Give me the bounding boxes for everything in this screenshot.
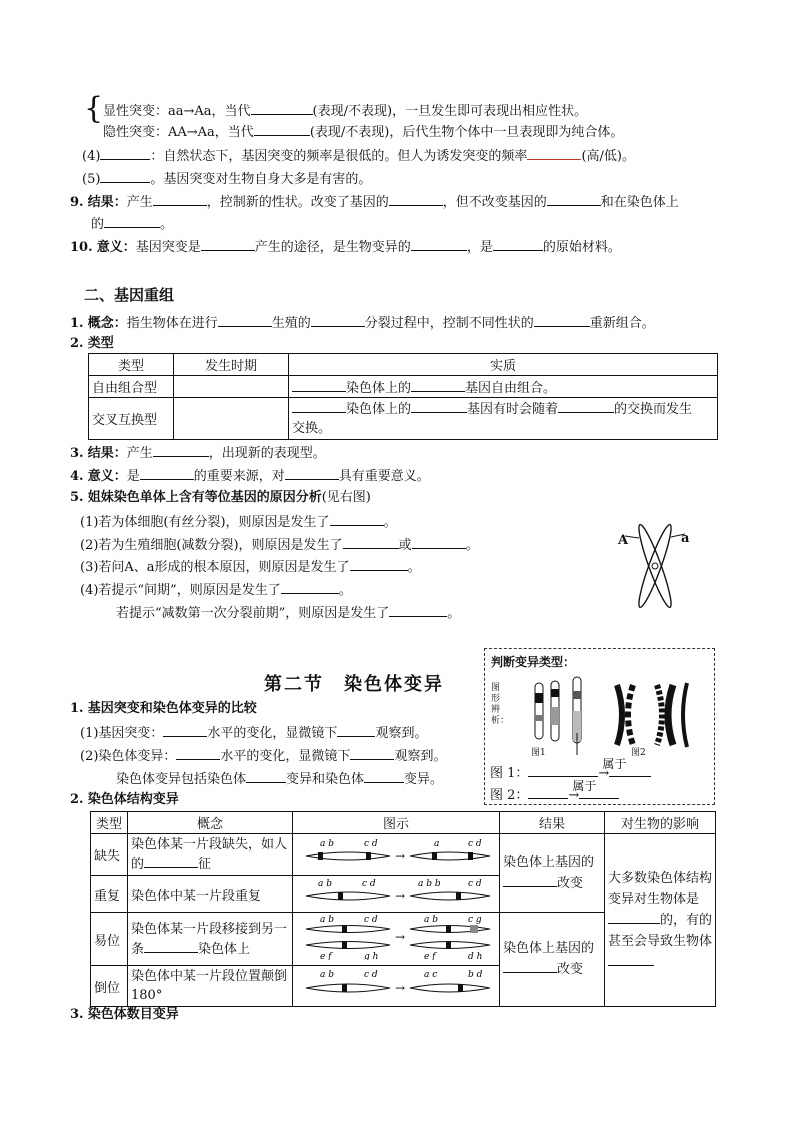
box-side-label: 图形辨析： [491, 683, 510, 726]
header-concept: 概念 [128, 812, 293, 834]
arrow: → [395, 889, 406, 903]
blank [411, 237, 467, 251]
blank [350, 746, 394, 760]
text: (表现/不表现)，后代生物个体中一旦表现即为纯合体。 [309, 125, 624, 140]
number: 10. [70, 240, 93, 255]
text: 若提示“减数第一次分裂前期”，则原因是发生了 [116, 606, 390, 621]
title: 概念： [87, 316, 127, 331]
title: 染色体结构变异 [87, 792, 179, 807]
table-row [89, 376, 718, 398]
arrow: 属于 → [568, 779, 597, 803]
s2-q5-2 [80, 535, 479, 555]
text: 变异和染色体 [286, 772, 365, 787]
row-concept [128, 834, 293, 876]
text: 水平的变化，显微镜下 [207, 726, 338, 741]
blank [292, 378, 346, 392]
gene-label: e f [424, 952, 436, 960]
text: 的重要来源，对 [193, 469, 285, 484]
gene-label: a b [424, 915, 438, 925]
point-5 [82, 169, 371, 189]
blank [140, 466, 194, 480]
blank [254, 122, 310, 136]
blank [608, 910, 660, 924]
text: ，但不改变基因的 [442, 195, 547, 210]
blank [153, 192, 207, 206]
structural-variation-table [90, 811, 716, 1007]
header-result: 结果 [500, 812, 605, 834]
text: ：自然状态下，基因突变的频率是很低的。但人为诱发突变的频率 [150, 149, 528, 164]
blank [153, 443, 209, 457]
blank [493, 237, 543, 251]
blank [100, 169, 150, 183]
result-cell [500, 834, 605, 913]
row-essence [289, 398, 718, 440]
gene-label: a b b [418, 879, 441, 889]
blank [201, 237, 255, 251]
text: 征 [198, 857, 212, 872]
s2-q5-4 [80, 580, 352, 600]
blank [528, 785, 568, 799]
title: 染色体数目变异 [87, 1007, 179, 1022]
figure-1-caption: 图1 [531, 748, 546, 758]
text: 基因自由组合。 [465, 381, 557, 396]
text: (1)基因突变： [80, 726, 164, 741]
title: 基因突变和染色体变异的比较 [87, 701, 257, 716]
gene-label: c d [362, 879, 376, 889]
row-type: 交叉互换型 [89, 398, 174, 440]
gene-label: a b [320, 970, 334, 980]
text: 大多数染色体结构变异对生物体是 [608, 870, 713, 907]
text: 具有重要意义。 [338, 469, 430, 484]
brace: { [84, 91, 104, 126]
arrow: → [395, 848, 406, 863]
s3-q1-2 [80, 746, 446, 766]
blank [251, 101, 313, 115]
blank [144, 854, 198, 868]
gene-label: a [434, 838, 440, 849]
row-period [174, 376, 289, 398]
row-concept [128, 913, 293, 966]
header-type: 类型 [89, 354, 174, 376]
text: (高/低)。 [581, 149, 635, 164]
allele-label-a: a [681, 531, 690, 546]
blank [364, 769, 404, 783]
question-9-cont [91, 214, 173, 234]
s3-question-1 [70, 700, 257, 718]
deletion-diagram-svg [298, 836, 494, 870]
text: ，控制新的性状。改变了基因的 [206, 195, 389, 210]
gene-label: b d [468, 970, 483, 980]
dominant-mutation-line [103, 101, 587, 121]
text: 。 [338, 583, 352, 598]
recessive-mutation-line [103, 122, 623, 142]
text: 产生的途径，是生物变异的 [254, 240, 411, 255]
row-type: 易位 [91, 913, 128, 966]
section-heading: 二、基因重组 [84, 286, 175, 304]
text: (见右图) [321, 490, 371, 505]
table-row [89, 398, 718, 440]
text: 的原始材料。 [542, 240, 621, 255]
text: 图 1： [490, 766, 529, 781]
gene-label: a c [424, 970, 438, 980]
title: 结果： [87, 195, 127, 210]
s2-question-3 [70, 443, 326, 463]
figure-2-mapping [490, 779, 619, 805]
blank [411, 378, 465, 392]
text: 指生物体在进行 [126, 316, 218, 331]
text: (4)若提示“间期”，则原因是发生了 [80, 583, 281, 598]
text: 是 [126, 469, 140, 484]
header-type: 类型 [91, 812, 128, 834]
number: 3. [70, 446, 84, 461]
row-essence [289, 376, 718, 398]
number: 4. [70, 469, 84, 484]
number: 1. [70, 701, 84, 716]
blank [246, 769, 286, 783]
text: 水平的变化，显微镜下 [220, 749, 351, 764]
text: (2)若为生殖细胞(减数分裂)，则原因是发生了 [80, 538, 343, 553]
text: 。 [447, 606, 461, 621]
blank [285, 466, 339, 480]
header-diagram: 图示 [293, 812, 500, 834]
text: 隐性突变：AA→Aa，当代 [103, 125, 254, 140]
blank [281, 580, 339, 594]
blank [528, 763, 598, 777]
gene-label: a b [320, 915, 334, 925]
title: 类型 [87, 336, 114, 351]
s2-question-5 [70, 489, 371, 507]
text: 。 [465, 538, 479, 553]
row-period [174, 398, 289, 440]
arrow: → [395, 981, 406, 995]
recombination-table [88, 353, 718, 440]
text: 产生 [126, 195, 153, 210]
blank [503, 959, 557, 973]
title: 结果： [87, 446, 127, 461]
blank [503, 873, 557, 887]
text: 重新组合。 [589, 316, 655, 331]
s2-question-1 [70, 313, 655, 333]
table-row [91, 834, 716, 876]
belongs-label: 属于 [572, 779, 597, 793]
row-concept: 染色体中某一片段重复 [128, 876, 293, 913]
header-effect: 对生物的影响 [605, 812, 716, 834]
sister-chromatids-figure [625, 522, 685, 610]
row-type: 倒位 [91, 966, 128, 1007]
text: 生殖的 [271, 316, 311, 331]
blank [411, 399, 467, 413]
inversion-diagram [293, 966, 500, 1007]
text: 基因突变是 [135, 240, 201, 255]
text: 和在染色体上 [600, 195, 679, 210]
text: 染色体某一片段缺失，如人的 [131, 837, 288, 872]
arrow: → [395, 930, 406, 944]
blank [337, 723, 375, 737]
inversion-diagram-svg [298, 967, 494, 1001]
text: 分裂过程中，控制不同性状的 [364, 316, 534, 331]
section-title: 第二节 染色体变异 [264, 674, 444, 695]
blank [104, 214, 160, 228]
number: 3. [70, 1007, 84, 1022]
number: 2. [70, 792, 84, 807]
text: 观察到。 [394, 749, 447, 764]
text: 染色体某一片段移接到另一条 [131, 921, 288, 957]
blank [389, 603, 447, 617]
gene-label: c d [468, 879, 482, 889]
question-10 [70, 237, 621, 257]
result-cell [500, 913, 605, 1007]
blank [163, 723, 207, 737]
duplication-diagram [293, 876, 500, 913]
title: 姐妹染色单体上含有等位基因的原因分析 [87, 490, 322, 505]
text: (表现/不表现)，一旦发生即可表现出相应性状。 [312, 104, 588, 119]
text: 。 [383, 515, 397, 530]
blank [330, 512, 384, 526]
header-essence: 实质 [289, 354, 718, 376]
text: 。 [407, 560, 421, 575]
row-type: 自由组合型 [89, 376, 174, 398]
text: 染色体上基因的 [503, 941, 595, 956]
variation-type-box [484, 648, 715, 805]
gene-label: c d [364, 970, 378, 980]
gene-label: d h [468, 952, 483, 960]
blank [534, 313, 590, 327]
number: 5. [70, 490, 84, 505]
text: 的交换而发生 [614, 402, 693, 417]
title: 意义： [87, 469, 127, 484]
deletion-diagram [293, 834, 500, 876]
text: 改变 [557, 875, 584, 891]
belongs-label: 属于 [602, 757, 627, 771]
text: 图 2： [490, 788, 529, 803]
question-9 [70, 192, 679, 212]
s2-question-4 [70, 466, 430, 486]
s2-question-2 [70, 335, 114, 353]
arrow: 属于 → [598, 757, 627, 781]
text: (1)若为体细胞(有丝分裂)，则原因是发生了 [80, 515, 330, 530]
blank [389, 192, 443, 206]
text: 显性突变：aa→Aa，当代 [103, 104, 251, 119]
effect-cell [605, 834, 716, 1007]
allele-label-A: A [618, 533, 629, 548]
figure-2-caption: 图2 [631, 748, 646, 758]
text: 改变 [557, 962, 584, 977]
gene-label: g h [364, 952, 379, 960]
text: 基因有时会随着 [467, 402, 559, 417]
text: 观察到。 [375, 726, 428, 741]
blank [350, 557, 408, 571]
gene-label: a b [318, 879, 332, 889]
duplication-diagram-svg [298, 877, 494, 907]
text: 或 [398, 538, 412, 553]
box-title: 判断变异类型： [491, 655, 576, 669]
text: 的 [91, 217, 105, 232]
text: 染色体上的 [346, 381, 412, 396]
translocation-diagram [293, 913, 500, 966]
text: (2)染色体变异： [80, 749, 177, 764]
text: 。基因突变对生物自身大多是有害的。 [150, 172, 372, 187]
number: 9. [70, 195, 84, 210]
text: 交换。 [292, 421, 332, 436]
gene-label: c d [468, 838, 482, 849]
blank [608, 952, 654, 966]
s3-question-2 [70, 791, 179, 809]
s2-q5-3 [80, 557, 421, 577]
blank [292, 399, 346, 413]
text: ，是 [466, 240, 493, 255]
blank [218, 313, 272, 327]
text: 染色体上基因的 [503, 854, 595, 870]
text: 的，有的甚至会导致生物体 [608, 912, 713, 949]
gene-label: c g [468, 915, 482, 925]
blank [558, 399, 614, 413]
text: 染色体变异包括染色体 [116, 772, 247, 787]
text: (3)若问A、a形成的根本原因，则原因是发生了 [80, 560, 350, 575]
figure-1-mapping [490, 757, 651, 783]
number: 1. [70, 316, 84, 331]
translocation-diagram-svg [298, 914, 494, 960]
s3-question-3 [70, 1006, 179, 1024]
blank [176, 746, 220, 760]
point-4 [82, 146, 635, 166]
text: 产生 [126, 446, 153, 461]
text: 。 [160, 217, 174, 232]
s3-q1-1 [80, 723, 427, 743]
title: 意义： [96, 240, 136, 255]
blank [311, 313, 365, 327]
blank [100, 146, 150, 160]
s3-q1-3 [116, 769, 443, 789]
blank [547, 192, 601, 206]
gene-label: c d [364, 838, 378, 849]
text: 变异。 [404, 772, 444, 787]
gene-label: c d [364, 915, 378, 925]
gene-label: a b [320, 838, 334, 849]
s2-q5-4b [116, 603, 460, 623]
blank [343, 535, 399, 549]
s2-q5-1 [80, 512, 397, 532]
text: 染色体上的 [346, 402, 412, 417]
blank [144, 939, 198, 953]
blank [527, 146, 581, 160]
number: 2. [70, 336, 84, 351]
text: 染色体上 [198, 941, 251, 957]
text: (5) [82, 172, 101, 187]
gene-label: e f [320, 952, 332, 960]
text: (4) [82, 149, 101, 164]
row-type: 重复 [91, 876, 128, 913]
header-period: 发生时期 [174, 354, 289, 376]
row-type: 缺失 [91, 834, 128, 876]
row-concept: 染色体中某一片段位置颠倒 180° [128, 966, 293, 1007]
text: ，出现新的表现型。 [208, 446, 326, 461]
blank [412, 535, 466, 549]
